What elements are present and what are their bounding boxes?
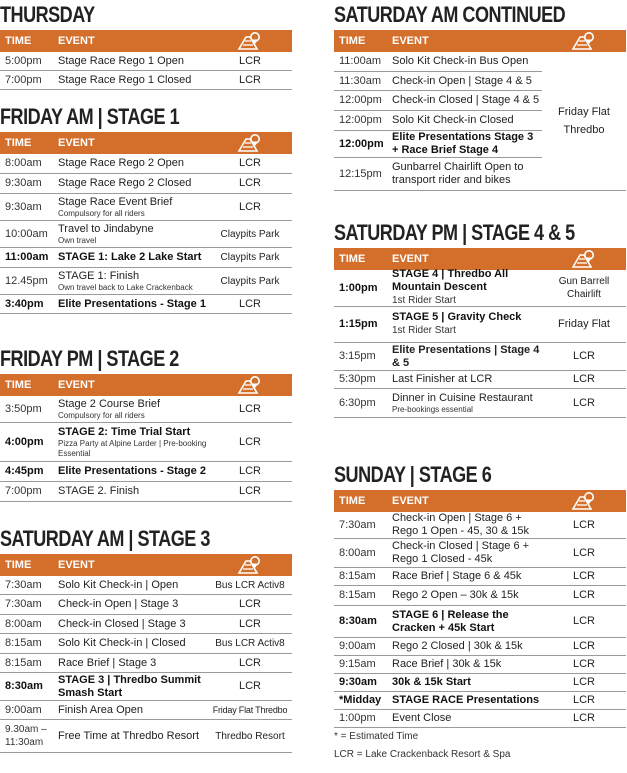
merged-location-line: Thredbo [563, 124, 605, 136]
table-body [334, 512, 626, 728]
row-event [390, 131, 542, 157]
row-location: LCR [238, 402, 261, 415]
table-row [0, 595, 292, 615]
header-time: TIME [5, 35, 32, 47]
event-text: STAGE 1: Finish [58, 269, 140, 282]
schedule-section [334, 220, 626, 418]
section-title: FRIDAY PM | STAGE 2 [0, 346, 179, 371]
table-row [0, 673, 292, 701]
row-time: 8:30am [339, 615, 377, 627]
row-time: 9:30am [5, 200, 42, 213]
event-text: Race Brief | 30k & 15k [392, 658, 502, 670]
row-event [56, 55, 208, 68]
event-note: Own travel [58, 235, 97, 245]
row-time: 9:30am [5, 177, 42, 189]
row-time: 6:30pm [339, 396, 376, 409]
row-location: LCR [572, 396, 595, 409]
row-event [390, 94, 542, 107]
row-location: LCR [572, 658, 595, 670]
row-event [390, 712, 542, 725]
table-row [0, 221, 292, 248]
header-event: EVENT [58, 379, 95, 391]
row-location: LCR [572, 350, 595, 362]
table-header [334, 248, 626, 270]
header-event: EVENT [58, 559, 95, 571]
table-body [334, 52, 626, 191]
row-location: LCR [238, 435, 261, 448]
table-header [334, 30, 626, 52]
row-location: LCR [572, 589, 595, 601]
row-time: 7:30am [5, 598, 42, 610]
row-location: LCR [238, 54, 261, 67]
schedule-section [0, 346, 292, 502]
row-time: 11:00am [5, 251, 49, 263]
table-row [0, 576, 292, 595]
event-text: Elite Presentations - Stage 2 [58, 465, 206, 477]
row-time: 7:30am [5, 578, 42, 591]
row-time: 1:00pm [339, 281, 378, 294]
table-row [0, 396, 292, 423]
table-header [334, 490, 626, 512]
map-pin-road-icon [208, 375, 292, 395]
table-row [0, 71, 292, 90]
event-text: Check-in Open | Stage 3 [58, 598, 179, 610]
row-time: 5:00pm [5, 54, 42, 67]
table-body [0, 52, 292, 90]
table-row [334, 692, 626, 710]
row-time: 12.45pm [5, 274, 48, 287]
row-event [56, 74, 208, 87]
event-text: Rego 2 Open – 30k & 15k [392, 589, 519, 601]
section-title: SATURDAY PM | STAGE 4 & 5 [334, 220, 575, 245]
row-location: LCR [238, 680, 261, 692]
header-event: EVENT [392, 495, 429, 507]
table-row [334, 606, 626, 638]
row-event [56, 398, 208, 421]
event-text: Rego 2 Closed | 30k & 15k [392, 640, 523, 652]
table-row [0, 248, 292, 268]
header-event: EVENT [392, 253, 429, 265]
event-text: Stage Race Rego 1 Open [58, 54, 184, 67]
row-time: 3:50pm [5, 402, 42, 415]
row-location: LCR [572, 570, 595, 582]
row-location: LCR [572, 615, 595, 627]
table-body [334, 270, 626, 418]
row-location: LCR [572, 676, 595, 688]
event-text: Elite Presentations - Stage 1 [58, 297, 206, 310]
section-title: FRIDAY AM | STAGE 1 [0, 104, 180, 129]
row-location: LCR [238, 73, 261, 86]
table-header [0, 374, 292, 396]
table-row [334, 512, 626, 539]
row-time: 3:15pm [339, 350, 376, 362]
table-row [0, 654, 292, 673]
row-location: LCR [572, 694, 595, 706]
header-time: TIME [339, 253, 366, 265]
event-text: STAGE 2: Time Trial Start [58, 425, 191, 438]
event-text: Travel to Jindabyne [58, 222, 154, 235]
row-time: *Midday [339, 694, 382, 706]
row-time: 8:00am [5, 617, 42, 630]
event-text: 30k & 15k Start [392, 676, 471, 688]
table-row [0, 174, 292, 194]
row-location: LCR [238, 297, 261, 310]
table-row [334, 568, 626, 586]
row-location: LCR [238, 617, 261, 630]
table-row [334, 389, 626, 418]
row-event [390, 75, 542, 88]
row-time: 8:15am [5, 656, 42, 669]
event-text: Race Brief | Stage 3 [58, 656, 157, 669]
event-note: Compulsory for all riders [58, 410, 145, 420]
table-row [334, 307, 626, 343]
map-pin-road-icon [542, 491, 626, 511]
row-event [56, 704, 208, 717]
row-event [56, 270, 208, 293]
table-row [0, 268, 292, 295]
merged-location-line: Friday Flat [558, 106, 610, 118]
header-time: TIME [339, 35, 366, 47]
row-event [390, 344, 542, 370]
table-row [334, 674, 626, 692]
table-row [0, 52, 292, 71]
table-row [0, 154, 292, 174]
header-time: TIME [5, 559, 32, 571]
event-text: STAGE 1: Lake 2 Lake Start [58, 251, 202, 263]
event-note: Own travel back to Lake Crackenback [58, 282, 193, 292]
table-body [0, 576, 292, 753]
header-time: TIME [339, 495, 366, 507]
table-body [0, 396, 292, 502]
event-note: Pizza Party at Alpine Larder | Pre-booking Essential [58, 438, 207, 458]
row-time: 5:30pm [339, 373, 376, 385]
row-event [390, 161, 542, 187]
row-location: LCR [572, 640, 595, 652]
table-row [0, 615, 292, 634]
row-event [56, 598, 208, 611]
table-row [0, 295, 292, 314]
row-event [56, 618, 208, 631]
row-event [390, 589, 542, 602]
row-event [56, 298, 208, 311]
section-title: SATURDAY AM CONTINUED [334, 2, 566, 27]
row-location: Friday Flat [558, 318, 610, 330]
event-text: Stage Race Event Brief [58, 195, 173, 208]
event-text: Solo Kit Check-in | Closed [58, 637, 186, 649]
event-text: Finish Area Open [58, 703, 143, 716]
event-text: STAGE 6 | Release the Cracken + 45k Start [392, 608, 509, 634]
event-text: STAGE 4 | Thredbo All Mountain Descent [392, 268, 509, 293]
row-location: Bus LCR Activ8 [215, 638, 285, 649]
table-row [0, 720, 292, 753]
table-row [334, 586, 626, 606]
table-row [0, 462, 292, 482]
row-time: 7:00pm [5, 73, 42, 86]
row-event [390, 311, 542, 338]
row-time: 12:00pm [339, 94, 382, 106]
event-text: Check-in Closed | Stage 4 & 5 [392, 94, 540, 106]
header-time: TIME [5, 137, 32, 149]
event-text: Elite Presentations Stage 3 + Race Brief Stage 4 [392, 131, 534, 156]
map-pin-road-icon [208, 133, 292, 153]
row-location: LCR [572, 712, 595, 724]
row-event [390, 570, 542, 583]
event-text: Solo Kit Check-in Bus Open [392, 55, 529, 67]
section-title: SATURDAY AM | STAGE 3 [0, 526, 210, 551]
event-text: Elite Presentations | Stage 4 & 5 [392, 343, 540, 369]
header-time: TIME [5, 379, 32, 391]
schedule-section [334, 2, 626, 191]
event-text: Stage Race Rego 1 Closed [58, 73, 192, 86]
row-event [390, 640, 542, 653]
event-text: Gunbarrel Chairlift Open to transport rider and bikes [392, 161, 524, 186]
row-event [390, 694, 542, 707]
schedule-section [0, 526, 292, 753]
header-event: EVENT [58, 137, 95, 149]
table-row [334, 539, 626, 568]
table-row [0, 482, 292, 502]
row-event [56, 485, 208, 498]
row-event [56, 579, 208, 592]
table-row [334, 710, 626, 728]
row-event [56, 223, 208, 246]
row-location: Gun Barrell Chairlift [558, 276, 610, 300]
row-time: 12:00pm [339, 137, 384, 150]
table-header [0, 132, 292, 154]
row-event [390, 676, 542, 689]
row-time: 3:40pm [5, 297, 44, 310]
event-text: Check-in Closed | Stage 6 + Rego 1 Closed - 45k [392, 540, 530, 565]
row-location: LCR [572, 373, 595, 385]
event-text: Check-in Open | Stage 6 + Rego 1 Open - 45, 30 & 15k [392, 512, 529, 537]
event-text: Check-in Open | Stage 4 & 5 [392, 74, 532, 87]
table-row [334, 638, 626, 656]
row-time: 7:30am [339, 518, 376, 531]
row-location: Thredbo Resort [215, 730, 285, 742]
row-time: 8:15am [5, 637, 42, 649]
row-location: LCR [238, 200, 261, 213]
event-text: Free Time at Thredbo Resort [58, 729, 200, 742]
row-event [390, 658, 542, 671]
event-text: Stage Race Rego 2 Closed [58, 177, 192, 189]
map-pin-road-icon [542, 249, 626, 269]
event-text: Last Finisher at LCR [392, 373, 493, 385]
event-note: Pre-bookings essential [392, 404, 473, 414]
row-time: 8:00am [5, 157, 42, 169]
row-time: 10:00am [5, 227, 48, 240]
map-pin-road-icon [208, 555, 292, 575]
row-time: 12:00pm [339, 114, 382, 126]
event-note: 1st Rider Start [392, 295, 456, 306]
event-text: STAGE 3 | Thredbo Summit Smash Start [58, 673, 201, 699]
header-event: EVENT [58, 35, 95, 47]
event-note: 1st Rider Start [392, 325, 456, 336]
row-time: 4:45pm [5, 465, 44, 477]
table-body [0, 154, 292, 314]
schedule-section [0, 104, 292, 314]
row-time: 7:00pm [5, 485, 42, 497]
row-event [390, 512, 542, 538]
row-event [390, 114, 542, 127]
event-text: Dinner in Cuisine Restaurant [392, 391, 533, 404]
row-time: 9:00am [5, 703, 42, 716]
table-row [334, 343, 626, 371]
schedule-section [334, 462, 626, 728]
event-text: Event Close [392, 712, 452, 724]
row-event [390, 540, 542, 566]
row-time: 11:30am [339, 74, 381, 87]
section-title: SUNDAY | STAGE 6 [334, 462, 492, 487]
table-row [0, 701, 292, 720]
row-time: 4:00pm [5, 435, 44, 448]
row-event [56, 730, 208, 743]
event-text: STAGE RACE Presentations [392, 694, 540, 706]
row-time: 11:00am [339, 55, 381, 67]
row-time: 8:15am [339, 589, 376, 601]
row-location: LCR [238, 157, 261, 169]
row-event [56, 157, 208, 170]
merged-location [542, 52, 626, 190]
row-event [56, 674, 208, 700]
event-text: Stage 2 Course Brief [58, 397, 161, 410]
row-time: 9:00am [339, 640, 376, 652]
table-row [0, 194, 292, 221]
table-row [334, 270, 626, 307]
row-time: 9:15am [339, 658, 376, 670]
row-event [56, 657, 208, 670]
event-text: Stage Race Rego 2 Open [58, 157, 184, 169]
row-event [56, 196, 208, 219]
schedule-section [0, 2, 292, 90]
row-event [390, 392, 542, 415]
table-header [0, 554, 292, 576]
table-row [334, 656, 626, 674]
row-location: LCR [238, 465, 261, 477]
row-time: 1:15pm [339, 318, 378, 330]
row-location: Bus LCR Activ8 [215, 579, 285, 591]
event-text: Solo Kit Check-in | Open [58, 578, 179, 591]
row-event [56, 177, 208, 190]
row-location: LCR [238, 485, 261, 497]
row-event [56, 426, 208, 459]
row-time: 9.30am – 11:30am [5, 724, 47, 748]
event-text: STAGE 5 | Gravity Check [392, 311, 522, 323]
row-event [56, 465, 208, 478]
table-row [0, 423, 292, 462]
event-text: Check-in Closed | Stage 3 [58, 617, 186, 630]
row-location: LCR [238, 656, 261, 669]
row-event [390, 268, 542, 308]
event-note: Compulsory for all riders [58, 208, 145, 218]
footnote-estimated: * = Estimated Time [334, 731, 419, 742]
row-location: LCR [238, 598, 261, 610]
row-location: LCR [238, 177, 261, 189]
footnote-lcr: LCR = Lake Crackenback Resort & Spa [334, 749, 511, 760]
row-time: 8:00am [339, 546, 376, 559]
row-event [56, 251, 208, 264]
section-title: THURSDAY [0, 2, 95, 27]
event-text: STAGE 2. Finish [58, 485, 140, 497]
row-location: Claypits Park [220, 252, 280, 263]
event-text: Solo Kit Check-in Closed [392, 114, 514, 126]
row-time: 12:15pm [339, 167, 382, 180]
map-pin-road-icon [542, 31, 626, 51]
row-event [56, 637, 208, 650]
row-event [390, 55, 542, 68]
map-pin-road-icon [208, 31, 292, 51]
row-location: Friday Flat Thredbo [212, 704, 288, 715]
header-event: EVENT [392, 35, 429, 47]
table-row [334, 371, 626, 389]
row-event [390, 609, 542, 635]
row-time: 1:00pm [339, 712, 376, 724]
row-time: 9:30am [339, 676, 377, 688]
row-event [390, 373, 542, 386]
row-time: 8:30am [5, 680, 43, 692]
row-location: Claypits Park [220, 228, 280, 240]
row-location: LCR [572, 546, 595, 559]
table-row [0, 634, 292, 654]
row-time: 8:15am [339, 570, 376, 582]
row-location: Claypits Park [220, 275, 280, 287]
event-text: Race Brief | Stage 6 & 45k [392, 570, 522, 582]
row-location: LCR [572, 518, 595, 531]
table-header [0, 30, 292, 52]
